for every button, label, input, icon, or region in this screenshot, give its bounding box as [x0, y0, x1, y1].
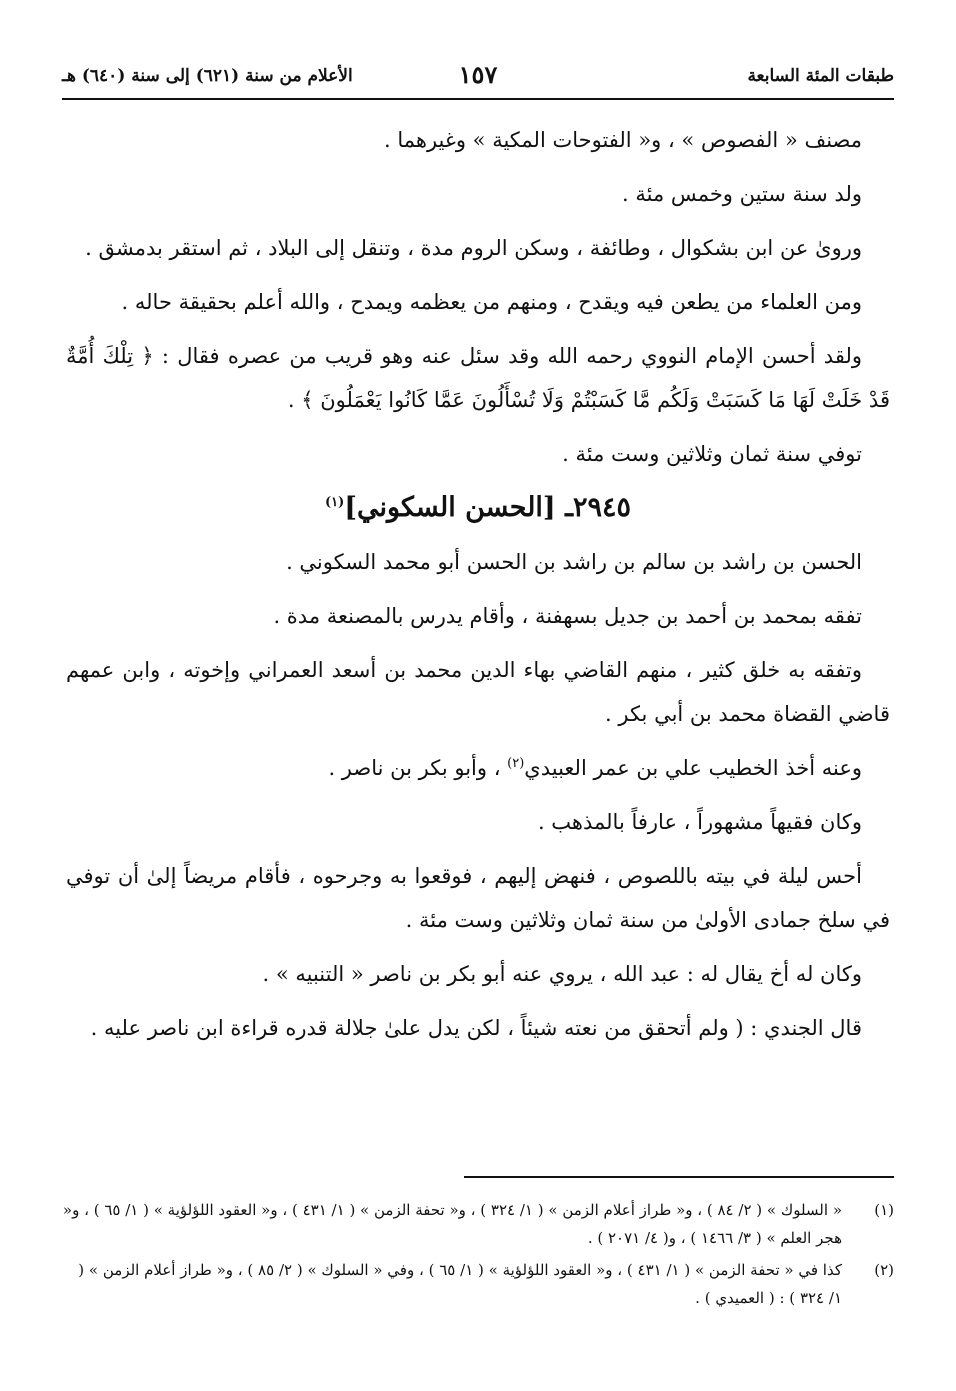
footnote-ref-1[interactable]: (١) — [324, 495, 345, 510]
footnote-number: (٢) — [874, 1261, 894, 1279]
entry-title-text: ٢٩٤٥ـ [الحسن السكوني] — [344, 492, 632, 523]
paragraph: الحسن بن راشد بن سالم بن راشد بن الحسن أبو محمد السكوني . — [286, 550, 862, 574]
header-divider — [62, 98, 894, 100]
paragraph — [66, 746, 890, 790]
paragraph-text: ، وأبو بكر بن ناصر . — [328, 756, 508, 780]
paragraph: قال الجندي : ( ولم أتحقق من نعته شيئاً ، لكن يدل علىٰ جلالة قدره قراءة ابن ناصر عليه . — [90, 1016, 862, 1040]
paragraph-quran-quote: ولقد أحسن الإمام النووي رحمه الله وقد سئل عنه وهو قريب من عصره فقال : ﴿ تِلْكَ أُمَّةٌ قَدْ خَلَتْ لَهَا مَا كَسَبَتْ وَلَكُم مَّا كَسَبْتُمْ وَلَا تُسْأَلُونَ عَمَّا كَانُوا يَعْمَلُونَ ﴾ . — [66, 344, 890, 412]
paragraph: أحس ليلة في بيته باللصوص ، فنهض إليهم ، فوقعوا به وجرحوه ، فأقام مريضاً إلىٰ أن توفي في سلخ جمادى الأولىٰ من سنة ثمان وثلاثين وست مئة . — [66, 864, 890, 932]
paragraph: ولد سنة ستين وخمس مئة . — [622, 182, 862, 206]
running-header — [62, 60, 894, 94]
paragraph: ومن العلماء من يطعن فيه ويقدح ، ومنهم من يعظمه ويمدح ، والله أعلم بحقيقة حاله . — [121, 290, 862, 314]
header-year-range: الأعلام من سنة (٦٢١) إلى سنة (٦٤٠) هـ — [62, 66, 353, 86]
footnotes — [62, 1196, 894, 1316]
entry-title — [66, 486, 890, 530]
footnote — [62, 1196, 894, 1252]
page-number: ١٥٧ — [458, 60, 498, 89]
paragraph-text: وعنه أخذ الخطيب علي بن عمر العبيدي — [524, 756, 862, 780]
footnote-ref-2[interactable]: (٢) — [507, 756, 525, 771]
paragraph: وكان له أخ يقال له : عبد الله ، يروي عنه أبو بكر بن ناصر « التنبيه » . — [262, 962, 862, 986]
footnote-text: « السلوك » ( ٢/ ٨٤ ) ، و« طراز أعلام الزمن » ( ١/ ٣٢٤ ) ، و« تحفة الزمن » ( ١/ ٤٣١ ) ، و« العقود اللؤلؤية » ( ١/ ٦٥ ) ، و« هجر العلم » ( ٣/ ١٤٦٦ ) ، و( ٤/ ٢٠٧١ ) . — [62, 1201, 842, 1247]
footnote-number: (١) — [874, 1201, 894, 1219]
paragraph: توفي سنة ثمان وثلاثين وست مئة . — [562, 442, 862, 466]
paragraph: وروىٰ عن ابن بشكوال ، وطائفة ، وسكن الروم مدة ، وتنقل إلى البلاد ، ثم استقر بدمشق . — [85, 236, 862, 260]
paragraph: وتفقه به خلق كثير ، منهم القاضي بهاء الدين محمد بن أسعد العمراني وإخوته ، وابن عمهم قاضي القضاة محمد بن أبي بكر . — [66, 658, 890, 726]
paragraph: تفقه بمحمد بن أحمد بن جديل بسهفنة ، وأقام يدرس بالمصنعة مدة . — [273, 604, 862, 628]
paragraph: مصنف « الفصوص » ، و« الفتوحات المكية » وغيرهما . — [384, 128, 862, 152]
header-section-title: طبقات المئة السابعة — [747, 66, 894, 86]
main-text — [66, 118, 890, 1060]
footnote-text: كذا في « تحفة الزمن » ( ١/ ٤٣١ ) ، و« العقود اللؤلؤية » ( ١/ ٦٥ ) ، وفي « السلوك » ( ٢/ ٨٥ ) ، و« طراز أعلام الزمن » ( ١/ ٣٢٤ ) : ( العميدي ) . — [78, 1261, 842, 1307]
paragraph: وكان فقيهاً مشهوراً ، عارفاً بالمذهب . — [537, 810, 862, 834]
footnote — [62, 1256, 894, 1312]
footnote-divider — [464, 1176, 894, 1178]
